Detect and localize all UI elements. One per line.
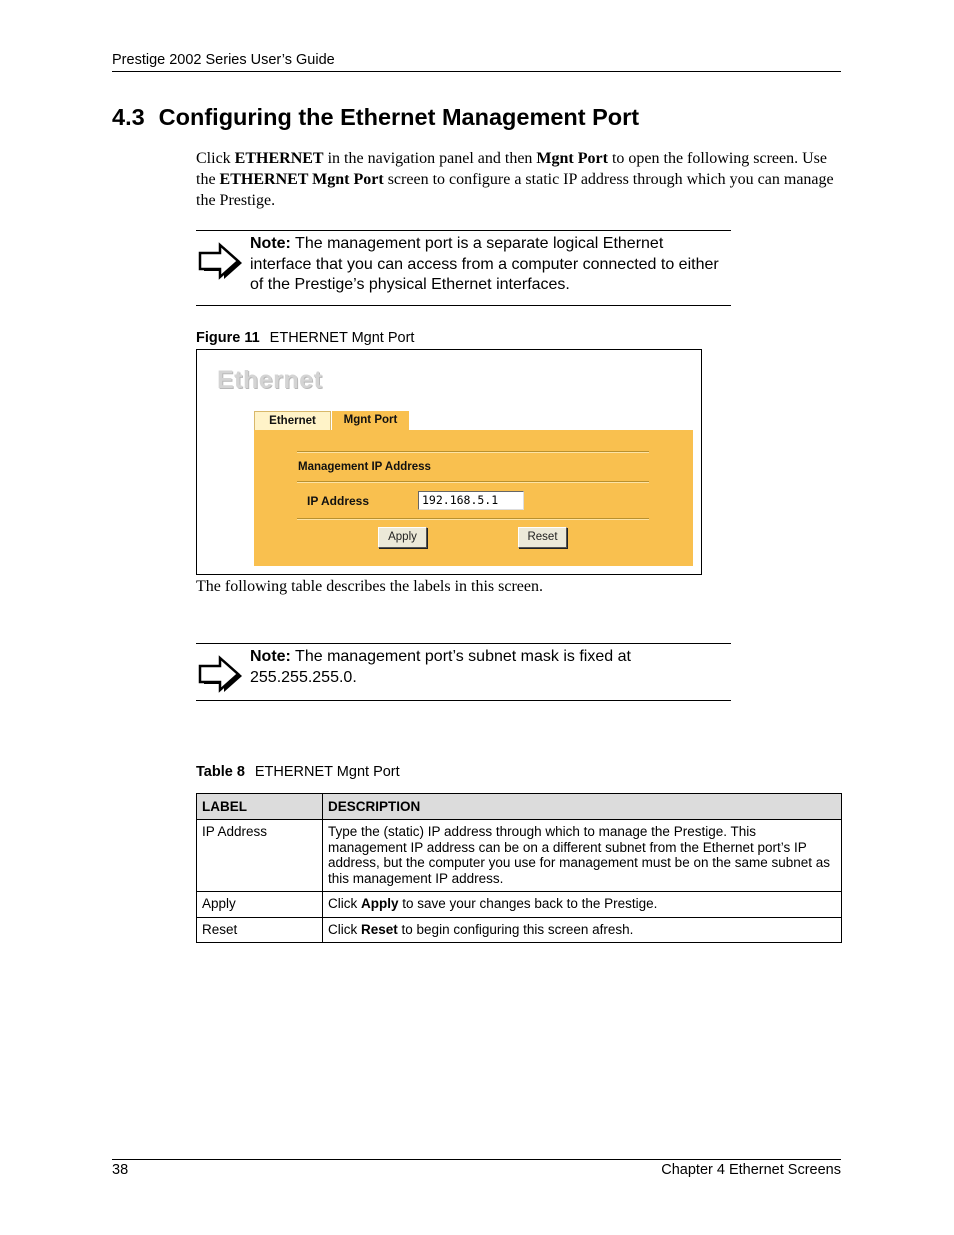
description-text: to save your changes back to the Prestige.: [398, 896, 658, 911]
ip-address-input[interactable]: 192.168.5.1: [418, 491, 524, 510]
figure-screenshot: [196, 349, 702, 575]
screen-title: Ethernet: [217, 366, 323, 394]
note-text: [250, 234, 720, 296]
intro-bold-mgnt-port: Mgnt Port: [536, 150, 608, 167]
intro-text: to open the following screen. Use the: [196, 150, 828, 188]
description-text: to begin configuring this screen afresh.: [397, 921, 634, 937]
chapter-title: Chapter 4 Ethernet Screens: [661, 1162, 841, 1178]
labels-table: [196, 793, 842, 943]
row-description-cell: [323, 892, 842, 918]
note-box: [196, 643, 731, 701]
column-header-label: LABEL: [197, 794, 323, 820]
note-label: Note:: [250, 235, 291, 252]
intro-bold-ethernet: ETHERNET: [234, 150, 324, 167]
panel-divider: [297, 518, 649, 520]
table-row: [197, 917, 842, 943]
table-intro-text: The following table describes the labels in this screen.: [196, 578, 544, 595]
management-ip-heading: Management IP Address: [298, 461, 431, 473]
note-body: The management port is a separate logical Ethernet interface that you can access from a computer connected to either of the Prestige’s physical Ethernet interfaces.: [250, 235, 719, 293]
description-text: Click: [328, 896, 361, 911]
footer-rule: [112, 1159, 841, 1160]
intro-text: screen to configure a static IP address through which you can manage the Prestige.: [196, 171, 834, 209]
description-bold-text: Reset: [361, 921, 398, 937]
note-box: [196, 230, 731, 306]
column-header-description: DESCRIPTION: [323, 794, 842, 820]
panel-divider: [297, 451, 649, 453]
intro-text: Click: [196, 150, 235, 167]
reset-button[interactable]: Reset: [518, 527, 567, 548]
mgnt-port-panel: [254, 430, 693, 566]
table-body: [197, 820, 842, 943]
tab-mgnt-port[interactable]: Mgnt Port: [332, 411, 409, 430]
section-number: 4.3: [112, 104, 145, 130]
arrow-right-icon: [196, 241, 242, 281]
section-title: [112, 104, 639, 131]
note-label: Note:: [250, 648, 291, 665]
header-rule: [112, 71, 841, 72]
intro-text: in the navigation panel and then: [323, 150, 537, 167]
row-label-cell: Apply: [197, 892, 323, 918]
table-caption-text: ETHERNET Mgnt Port: [254, 764, 400, 780]
table-caption: [196, 764, 400, 780]
apply-button[interactable]: Apply: [378, 527, 427, 548]
section-title-text: Configuring the Ethernet Management Port: [158, 104, 640, 130]
intro-bold-screen-name: ETHERNET Mgnt Port: [219, 171, 384, 188]
figure-caption-text: ETHERNET Mgnt Port: [269, 330, 415, 346]
row-label-cell: IP Address: [197, 820, 323, 892]
table-row: [197, 820, 842, 892]
description-bold-text: Apply: [361, 896, 399, 911]
ip-address-label: IP Address: [307, 494, 370, 508]
description-text: Click: [328, 921, 361, 937]
row-label-cell: Reset: [197, 917, 323, 943]
table-header-row: [197, 794, 842, 820]
note-text: [250, 647, 720, 688]
figure-label: Figure 11: [196, 330, 260, 346]
intro-paragraph: [196, 148, 846, 211]
arrow-right-icon: [196, 654, 242, 694]
row-description-cell: [323, 917, 842, 943]
tab-ethernet[interactable]: Ethernet: [254, 411, 331, 430]
description-text: Type the (static) IP address through which to manage the Prestige. This management IP address can be on a different subnet from the Ethernet port’s IP address, but the computer you use for management must be on the same subnet as this management IP address.: [328, 824, 831, 886]
figure-caption: [196, 330, 414, 346]
panel-divider: [297, 481, 649, 483]
running-header: Prestige 2002 Series User’s Guide: [112, 52, 335, 68]
row-description-cell: [323, 820, 842, 892]
note-body: The management port’s subnet mask is fixed at 255.255.255.0.: [250, 648, 631, 686]
page-number: 38: [112, 1162, 129, 1178]
table-label: Table 8: [196, 764, 245, 780]
table-row: [197, 892, 842, 918]
